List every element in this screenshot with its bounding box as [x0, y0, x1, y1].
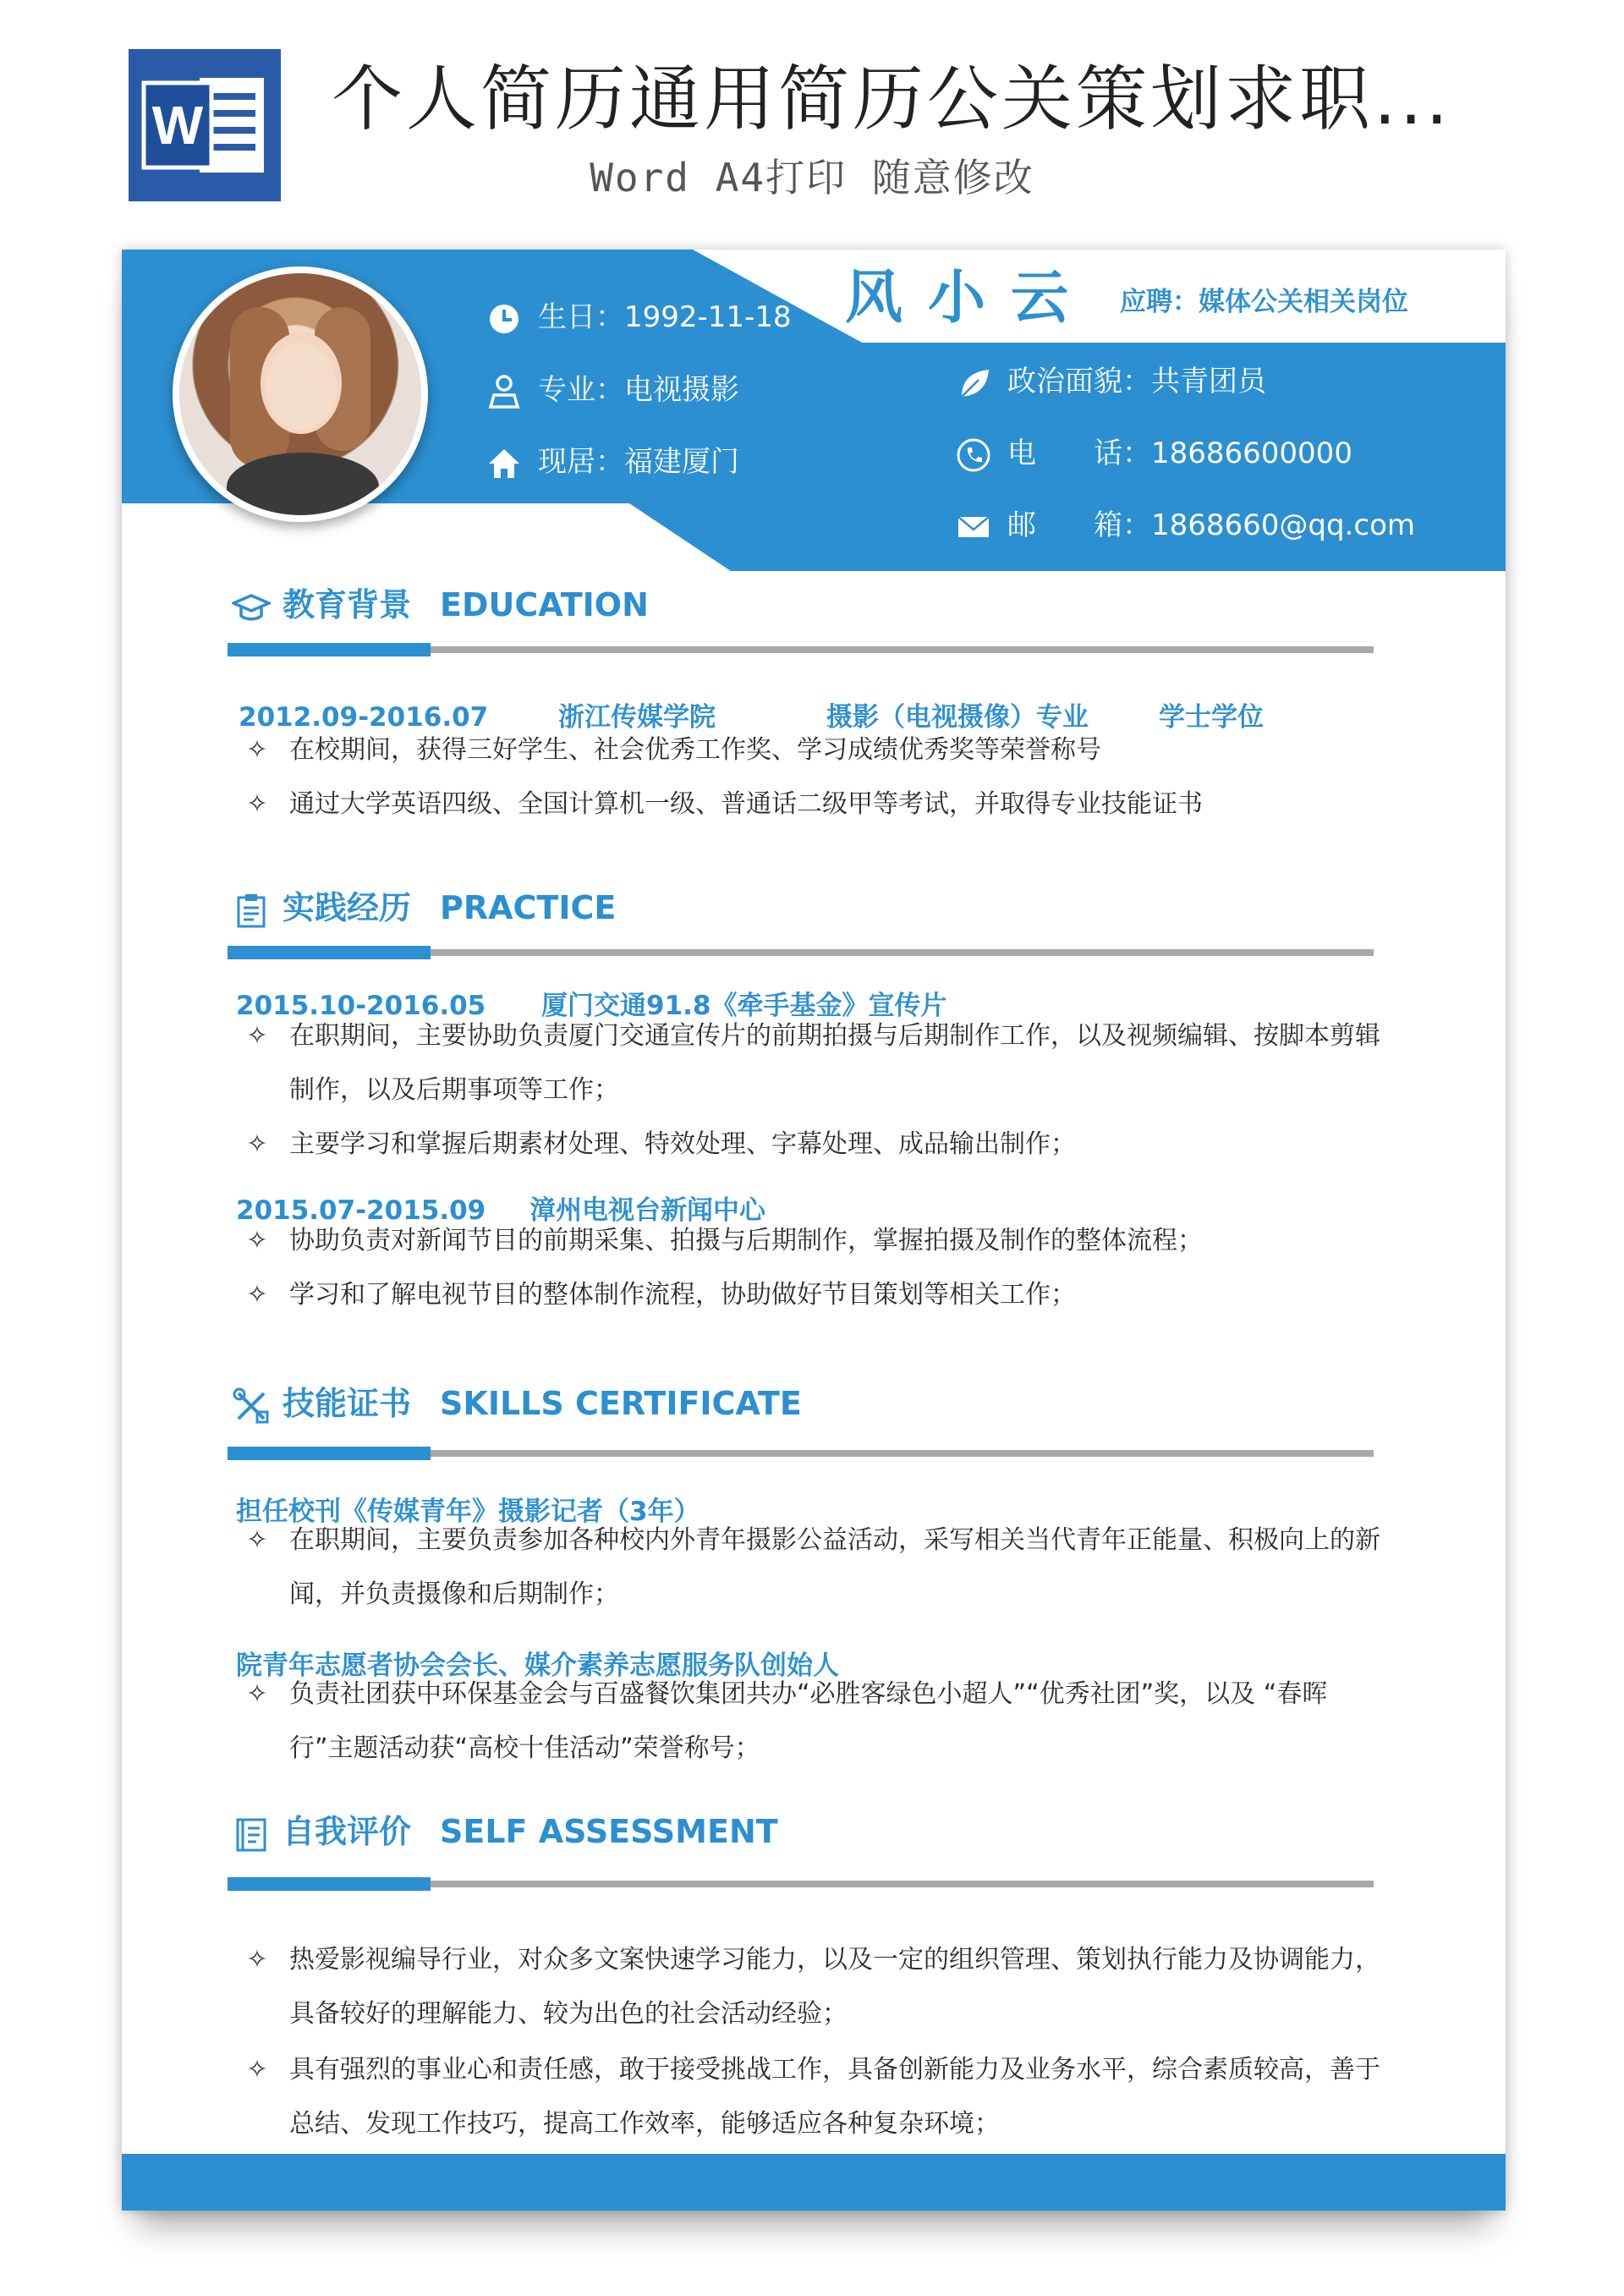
practice-divider	[228, 946, 1374, 959]
practice-heading	[232, 887, 616, 930]
clipboard-icon	[232, 891, 271, 930]
page-subtitle: Word A4打印 随意修改	[590, 155, 1034, 200]
education-major: 摄影（电视摄像）专业	[826, 702, 1089, 733]
list-item: ✧ 通过大学英语四级、全国计算机一级、普通话二级甲等考试，并取得专业技能证书	[240, 777, 1391, 832]
email-row	[955, 507, 1415, 546]
practice-title-en: PRACTICE	[440, 889, 617, 926]
bullet-star-icon: ✧	[246, 1525, 268, 1555]
page-title: 个人简历通用简历公关策划求职...	[332, 58, 1452, 140]
practice-org-1: 厦门交通91.8《牵手基金》宣传片	[541, 991, 947, 1021]
practice-period-2: 2015.07-2015.09	[236, 1195, 486, 1226]
skills-heading	[232, 1382, 802, 1425]
skills-heading-2: 院青年志愿者协会会长、媒介素养志愿服务队创始人	[236, 1651, 839, 1681]
assessment-title-en: SELF ASSESSMENT	[440, 1813, 778, 1850]
leaf-icon	[955, 365, 992, 402]
bullet-star-icon: ✧	[246, 2055, 268, 2085]
bullet-star-icon: ✧	[246, 1129, 268, 1159]
phone-row	[955, 435, 1352, 474]
education-title-cn: 教育背景	[283, 586, 412, 623]
skills-heading-1: 担任校刊《传媒青年》摄影记者（3年）	[236, 1497, 700, 1527]
politics-text: 政治面貌：共青团员	[1007, 365, 1266, 398]
list-item: ✧ 协助负责对新闻节目的前期采集、拍摄与后期制作，掌握拍摄及制作的整体流程；	[240, 1214, 1391, 1268]
resume-sheet	[122, 250, 1506, 2211]
practice-org-2: 漳州电视台新闻中心	[529, 1195, 765, 1226]
list-item: ✧ 在职期间，主要协助负责厦门交通宣传片的前期拍摄与后期制作工作，以及视频编辑、按脚本剪辑制作，以及后期事项等工作；	[240, 1009, 1391, 1118]
notebook-icon	[232, 1815, 271, 1854]
apply-position: 应聘：媒体公关相关岗位	[1120, 287, 1408, 317]
list-item: ✧ 热爱影视编导行业，对众多文案快速学习能力，以及一定的组织管理、策划执行能力及协调能力，具备较好的理解能力、较为出色的社会活动经验；	[240, 1933, 1391, 2041]
education-divider	[228, 643, 1374, 656]
person-icon	[486, 373, 523, 410]
avatar-photo	[173, 266, 428, 522]
email-text: 邮 箱：1868660@qq.com	[1007, 508, 1416, 542]
assessment-divider	[228, 1877, 1374, 1891]
residence-text: 现居：福建厦门	[538, 445, 739, 479]
list-item: ✧ 学习和了解电视节目的整体制作流程，协助做好节目策划等相关工作；	[240, 1268, 1391, 1322]
list-item: ✧ 主要学习和掌握后期素材处理、特效处理、字幕处理、成品输出制作；	[240, 1118, 1391, 1172]
list-item: ✧ 负责社团获中环保基金会与百盛餐饮集团共办“必胜客绿色小超人”“优秀社团”奖，以及 “春晖行”主题活动获“高校十佳活动”荣誉称号；	[240, 1667, 1391, 1776]
education-period: 2012.09-2016.07	[239, 702, 489, 733]
bullet-star-icon: ✧	[246, 789, 268, 819]
graduation-cap-icon	[232, 588, 271, 627]
phone-icon	[955, 437, 992, 474]
residence-row	[486, 443, 739, 482]
assessment-title-cn: 自我评价	[283, 1813, 412, 1850]
clock-icon	[486, 300, 523, 338]
bullet-star-icon: ✧	[246, 1679, 268, 1709]
list-item: ✧ 在校期间，获得三好学生、社会优秀工作奖、学习成绩优秀奖等荣誉称号	[240, 723, 1391, 777]
education-degree: 学士学位	[1159, 702, 1264, 733]
assessment-heading	[232, 1810, 778, 1854]
birthday-text: 生日：1992-11-18	[538, 300, 792, 334]
list-item: ✧ 在职期间，主要负责参加各种校内外青年摄影公益活动，采写相关当代青年正能量、积极向上的新闻，并负责摄像和后期制作；	[240, 1513, 1391, 1622]
tools-icon	[232, 1387, 271, 1425]
envelope-icon	[955, 508, 992, 546]
skills-title-cn: 技能证书	[283, 1385, 412, 1422]
skills-title-en: SKILLS CERTIFICATE	[440, 1385, 802, 1422]
practice-title-cn: 实践经历	[283, 889, 412, 926]
bullet-star-icon: ✧	[246, 1280, 268, 1310]
education-heading	[232, 584, 649, 627]
bullet-star-icon: ✧	[246, 1945, 268, 1975]
skills-divider	[228, 1447, 1374, 1460]
candidate-name: 风小云	[845, 265, 1095, 332]
major-row	[486, 371, 739, 410]
bullet-star-icon: ✧	[246, 1226, 268, 1255]
bullet-star-icon: ✧	[246, 735, 268, 765]
major-text: 专业：电视摄影	[538, 373, 739, 407]
list-item: ✧ 具有强烈的事业心和责任感，敢于接受挑战工作，具备创新能力及业务水平，综合素质较高，善于总结、发现工作技巧，提高工作效率，能够适应各种复杂环境；	[240, 2043, 1391, 2151]
birthday-row	[486, 299, 792, 338]
footer-bar	[122, 2154, 1506, 2211]
politics-row	[955, 363, 1266, 402]
practice-period-1: 2015.10-2016.05	[236, 991, 486, 1021]
education-school: 浙江传媒学院	[558, 702, 716, 733]
svg-text:W: W	[151, 95, 204, 156]
phone-text: 电 话：18686600000	[1007, 437, 1352, 470]
home-icon	[486, 445, 523, 482]
education-title-en: EDUCATION	[440, 586, 649, 623]
bullet-star-icon: ✧	[246, 1021, 268, 1051]
